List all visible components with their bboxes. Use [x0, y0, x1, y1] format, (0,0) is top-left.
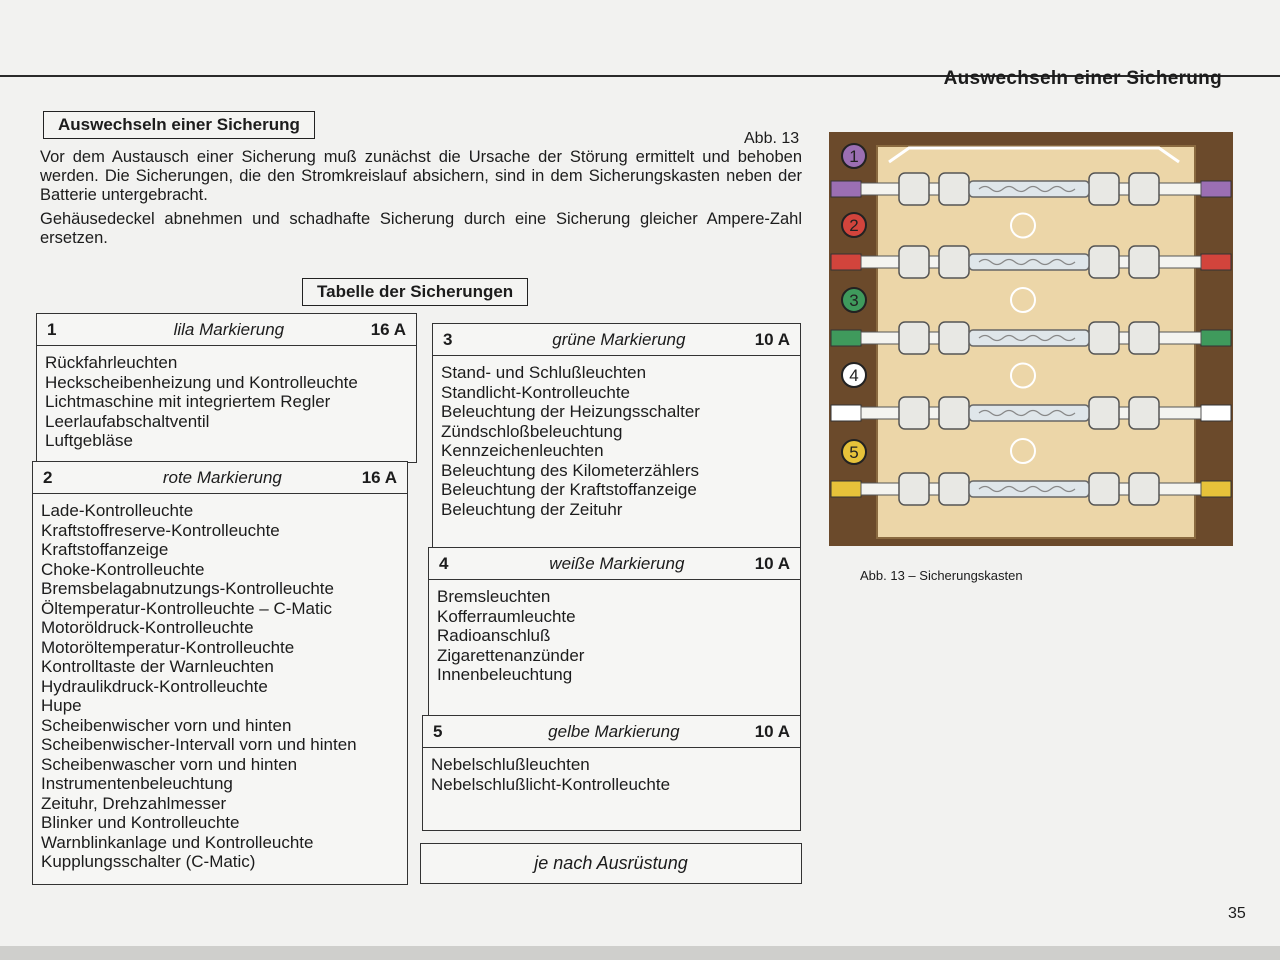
running-title: Auswechseln einer Sicherung [943, 68, 1222, 89]
fuse-clip [899, 173, 929, 205]
list-item: Lichtmaschine mit integriertem Regler [45, 392, 331, 411]
fuse-clip [1089, 397, 1119, 429]
fuse-clip [1129, 322, 1159, 354]
fuse-marker-label: 2 [849, 216, 859, 235]
fuse-1-circuits [37, 346, 416, 451]
fuse-4-box [428, 547, 801, 717]
list-item: Innenbeleuchtung [437, 665, 573, 684]
figure-caption: Abb. 13 – Sicherungskasten [860, 568, 1023, 583]
fuse-amperage: 10 A [754, 329, 790, 349]
fuse-terminal-left [831, 405, 861, 421]
fuse-amperage: 10 A [754, 721, 790, 741]
list-item: Beleuchtung der Zeituhr [441, 499, 623, 519]
fuse-clip [1089, 173, 1119, 205]
list-item: Öltemperatur-Kontrolleuchte – C-Matic [41, 598, 333, 618]
list-item: Zündschloßbeleuchtung [441, 421, 623, 441]
fuse-clip [939, 322, 969, 354]
fuse-box-illustration [829, 132, 1233, 546]
fuse-2-circuits [33, 494, 407, 872]
fuse-clip [899, 397, 929, 429]
list-item: Scheibenwischer-Intervall vorn und hinten [41, 735, 357, 754]
fuse-terminal-left [831, 481, 861, 497]
list-item: Nebelschlußlicht-Kontrolleuchte [431, 774, 671, 794]
list-item: Kontrolltaste der Warnleuchten [41, 657, 274, 676]
fuse-clip [899, 246, 929, 278]
fuse-1-header [37, 314, 416, 346]
fuse-5-header [423, 716, 800, 748]
list-item: Zigarettenanzünder [437, 645, 585, 665]
list-item: Hupe [41, 696, 82, 715]
fuse-clip [899, 322, 929, 354]
fuse-terminal-right [1201, 481, 1231, 497]
instruction-paragraph: Gehäusedeckel abnehmen und schadhafte Sicherung durch eine Sicherung gleicher Ampere-Zahl ersetzen. [40, 210, 802, 247]
fuse-clip [1089, 246, 1119, 278]
list-item: Hydraulikdruck-Kontrolleuchte [41, 676, 268, 696]
fuse-3-box [432, 323, 801, 549]
section-heading: Auswechseln einer Sicherung [43, 111, 315, 139]
fuse-marker-label: 3 [849, 291, 859, 310]
fuse-clip [1129, 397, 1159, 429]
intro-paragraph: Vor dem Austausch einer Sicherung muß zunächst die Ursache der Störung ermittelt und behoben werden. Die Sicherungen, die den Stromkreislauf absichern, sind in dem Sicherungskasten neben der Batterie untergebracht. [40, 148, 802, 204]
list-item: Heckscheibenheizung und Kontrolleuchte [45, 372, 358, 392]
list-item: Kennzeichenleuchten [441, 441, 604, 460]
fuse-terminal-right [1201, 181, 1231, 197]
list-item: Choke-Kontrolleuchte [41, 559, 205, 579]
list-item: Zeituhr, Drehzahlmesser [41, 793, 227, 813]
fuse-number: 3 [443, 329, 453, 349]
fuse-marker-label: 1 [849, 147, 859, 166]
fuse-clip [1089, 322, 1119, 354]
fuse-clip [939, 473, 969, 505]
list-item: Warnblinkanlage und Kontrolleuchte [41, 832, 314, 852]
list-item: Kofferraumleuchte [437, 606, 576, 626]
fuse-terminal-left [831, 254, 861, 270]
fuse-clip [939, 246, 969, 278]
fuse-terminal-right [1201, 405, 1231, 421]
list-item: Kraftstoffanzeige [41, 540, 169, 559]
figure-reference: Abb. 13 [744, 130, 800, 147]
fuse-3-circuits [433, 356, 800, 519]
fuse-2-box [32, 461, 408, 885]
fuse-clip [1129, 173, 1159, 205]
fuse-number: 2 [43, 467, 53, 487]
fuse-glass [969, 254, 1089, 270]
fuse-terminal-right [1201, 330, 1231, 346]
fuse-amperage: 10 A [754, 553, 790, 573]
fuse-marking: grüne Markierung [552, 329, 686, 349]
fuse-marker-label: 5 [849, 443, 859, 462]
list-item: Stand- und Schlußleuchten [441, 363, 647, 382]
fuse-clip [939, 397, 969, 429]
fuse-5-box [422, 715, 801, 831]
fuse-clip [1089, 473, 1119, 505]
fuse-marker-label: 4 [849, 366, 859, 385]
page-edge [0, 946, 1280, 960]
list-item: Kraftstoffreserve-Kontrolleuchte [41, 520, 280, 540]
fuse-2-header [33, 462, 407, 494]
fuse-glass [969, 181, 1089, 197]
fuse-clip [1129, 246, 1159, 278]
fuse-marking: rote Markierung [162, 467, 282, 487]
table-heading: Tabelle der Sicherungen [302, 278, 528, 306]
fuse-glass [969, 330, 1089, 346]
list-item: Scheibenwascher vorn und hinten [41, 754, 298, 774]
fuse-marking: lila Markierung [173, 319, 285, 339]
fuse-number: 5 [433, 721, 443, 741]
list-item: Scheibenwischer vorn und hinten [41, 715, 292, 735]
list-item: Rückfahrleuchten [45, 353, 178, 372]
list-item: Beleuchtung der Kraftstoffanzeige [441, 480, 697, 499]
fuse-clip [899, 473, 929, 505]
fuse-amperage: 16 A [370, 319, 406, 339]
equipment-note: je nach Ausrüstung [420, 843, 802, 884]
fuse-terminal-left [831, 330, 861, 346]
list-item: Blinker und Kontrolleuchte [41, 813, 240, 832]
fuse-terminal-right [1201, 254, 1231, 270]
fuse-glass [969, 481, 1089, 497]
list-item: Leerlaufabschaltventil [45, 411, 210, 431]
list-item: Bremsleuchten [437, 587, 551, 606]
list-item: Instrumentenbeleuchtung [41, 774, 233, 793]
list-item: Kupplungsschalter (C-Matic) [41, 852, 256, 871]
list-item: Radioanschluß [437, 626, 551, 645]
fuse-1-box [36, 313, 417, 463]
fuse-clip [1129, 473, 1159, 505]
list-item: Motoröldruck-Kontrolleuchte [41, 618, 254, 637]
page-number: 35 [1228, 905, 1246, 922]
list-item: Beleuchtung der Heizungsschalter [441, 402, 700, 421]
fuse-marking: gelbe Markierung [548, 721, 680, 741]
fuse-glass [969, 405, 1089, 421]
fuse-5-circuits [423, 748, 800, 794]
fuse-amperage: 16 A [361, 467, 397, 487]
fuse-marking: weiße Markierung [549, 553, 685, 573]
fuse-number: 4 [439, 553, 449, 573]
list-item: Standlicht-Kontrolleuchte [441, 382, 631, 402]
fuse-3-header [433, 324, 800, 356]
list-item: Lade-Kontrolleuchte [41, 501, 194, 520]
list-item: Beleuchtung des Kilometerzählers [441, 460, 699, 480]
list-item: Nebelschlußleuchten [431, 755, 590, 774]
fuse-4-header [429, 548, 800, 580]
list-item: Motoröltemperatur-Kontrolleuchte [41, 637, 295, 657]
fuse-terminal-left [831, 181, 861, 197]
fuse-clip [939, 173, 969, 205]
list-item: Luftgebläse [45, 431, 133, 450]
list-item: Bremsbelagabnutzungs-Kontrolleuchte [41, 579, 334, 598]
fuse-4-circuits [429, 580, 800, 685]
fuse-number: 1 [47, 319, 57, 339]
